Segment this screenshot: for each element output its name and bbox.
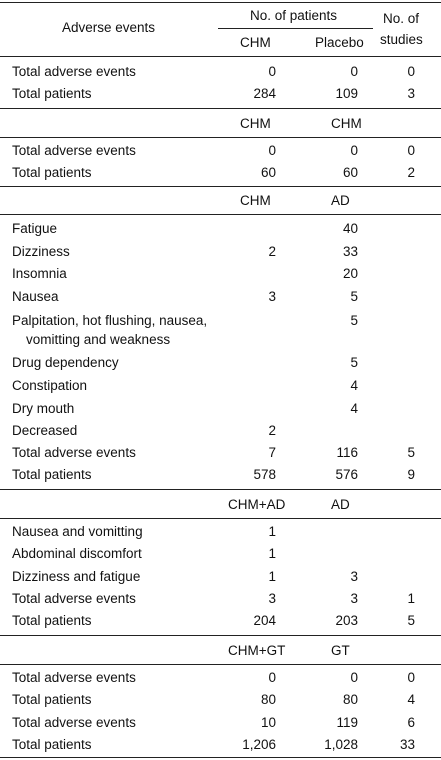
section-rule <box>0 635 441 636</box>
section-header-b: GT <box>331 643 350 658</box>
table-cell: 109 <box>335 86 358 101</box>
table-row-label: Total patients <box>12 86 92 101</box>
table-row-label: Total patients <box>12 613 92 628</box>
header-studies: studies <box>380 32 423 47</box>
table-cell: 1 <box>268 546 276 561</box>
table-row-label: Total adverse events <box>12 445 136 460</box>
table-cell: 3 <box>350 569 358 584</box>
table-cell: 2 <box>268 244 276 259</box>
header-placebo: Placebo <box>315 35 364 50</box>
table-cell: 0 <box>350 670 358 685</box>
table-cell: 7 <box>268 445 276 460</box>
table-cell: 4 <box>350 401 358 416</box>
header-no-of-patients: No. of patients <box>250 8 338 23</box>
table-cell: 119 <box>336 715 358 730</box>
table-cell: 5 <box>350 313 358 328</box>
table-cell: 5 <box>407 613 415 628</box>
table-row-label: Dizziness and fatigue <box>12 569 141 584</box>
table-row-label: Total adverse events <box>12 143 136 158</box>
table-row-label: Total adverse events <box>12 64 136 79</box>
table-row-label: Nausea <box>12 289 59 304</box>
section-header-b: AD <box>331 497 350 512</box>
table-cell: 3 <box>268 289 276 304</box>
table-cell: 60 <box>260 165 276 180</box>
section-header-b: AD <box>331 193 350 208</box>
header-sub-rule <box>218 28 373 29</box>
table-cell: 10 <box>260 715 276 730</box>
table-cell: 203 <box>335 613 358 628</box>
table-cell: 1,206 <box>242 737 276 752</box>
table-cell: 1 <box>268 524 276 539</box>
table-cell: 40 <box>342 221 358 236</box>
section-header-rule <box>0 214 441 215</box>
table-cell: 6 <box>407 715 415 730</box>
table-row-label: Dizziness <box>12 244 70 259</box>
table-cell: 60 <box>342 165 358 180</box>
table-cell: 1 <box>407 591 415 606</box>
table-cell: 5 <box>350 289 358 304</box>
table-cell: 0 <box>350 143 358 158</box>
table-row-label: Total adverse events <box>12 715 136 730</box>
table-cell: 80 <box>260 692 276 707</box>
section-header-a: CHM+GT <box>228 643 286 658</box>
table-cell: 578 <box>253 467 276 482</box>
section-header-a: CHM <box>240 193 271 208</box>
table-row-label: Abdominal discomfort <box>12 546 142 561</box>
table-cell: 1 <box>268 569 276 584</box>
table-cell: 2 <box>407 165 415 180</box>
table-row-label: Total adverse events <box>12 591 136 606</box>
table-cell: 1,028 <box>324 737 358 752</box>
table-cell: 0 <box>268 143 276 158</box>
table-row-label: Constipation <box>12 378 88 393</box>
section-rule <box>0 489 441 490</box>
table-cell: 0 <box>407 143 415 158</box>
section-header-a: CHM <box>240 116 271 131</box>
table-row-label: Palpitation, hot flushing, nausea, <box>12 313 208 328</box>
section-header-rule <box>0 664 441 665</box>
table-cell: 0 <box>350 64 358 79</box>
header-no-of: No. of <box>383 11 420 26</box>
table-row-label: Insomnia <box>12 266 67 281</box>
section-rule <box>0 108 441 109</box>
table-row-label: Drug dependency <box>12 355 119 370</box>
table-cell: 5 <box>350 355 358 370</box>
table-cell: 0 <box>268 64 276 79</box>
table-cell: 284 <box>253 86 276 101</box>
table-cell: 2 <box>268 423 276 438</box>
table-row-label: Total patients <box>12 165 92 180</box>
table-cell: 576 <box>335 467 358 482</box>
section-header-a: CHM+AD <box>228 497 286 512</box>
table-cell: 0 <box>268 670 276 685</box>
table-row-label: Decreased <box>12 423 78 438</box>
table-cell: 4 <box>407 692 415 707</box>
table-cell: 0 <box>407 670 415 685</box>
header-adverse-events: Adverse events <box>62 20 156 35</box>
table-cell: 5 <box>407 445 415 460</box>
table-cell: 80 <box>342 692 358 707</box>
table-cell: 204 <box>253 613 276 628</box>
section-header-rule <box>0 518 441 519</box>
table-cell: 20 <box>342 266 358 281</box>
table-cell: 33 <box>342 244 358 259</box>
table-cell: 9 <box>407 467 415 482</box>
table-cell: 33 <box>399 737 415 752</box>
table-cell: 0 <box>407 64 415 79</box>
header-bottom-rule <box>0 56 441 57</box>
table-row-label: Fatigue <box>12 221 58 236</box>
table-cell: 3 <box>350 591 358 606</box>
table-row-label: Total patients <box>12 692 92 707</box>
table-row-label: Total patients <box>12 467 92 482</box>
table-cell: 116 <box>336 445 358 460</box>
table-cell: 3 <box>407 86 415 101</box>
header-chm: CHM <box>240 35 271 50</box>
table-row-label: Dry mouth <box>12 401 75 416</box>
table-top-rule <box>0 2 441 3</box>
table-row-label: Total adverse events <box>12 670 136 685</box>
section-header-rule <box>0 137 441 138</box>
section-rule <box>0 186 441 187</box>
table-row-label-continued: vomitting and weakness <box>26 332 171 347</box>
table-cell: 4 <box>350 378 358 393</box>
table-row-label: Nausea and vomitting <box>12 524 143 539</box>
section-header-b: CHM <box>331 116 362 131</box>
table-cell: 3 <box>268 591 276 606</box>
table-row-label: Total patients <box>12 737 92 752</box>
table-bottom-rule <box>0 757 441 758</box>
